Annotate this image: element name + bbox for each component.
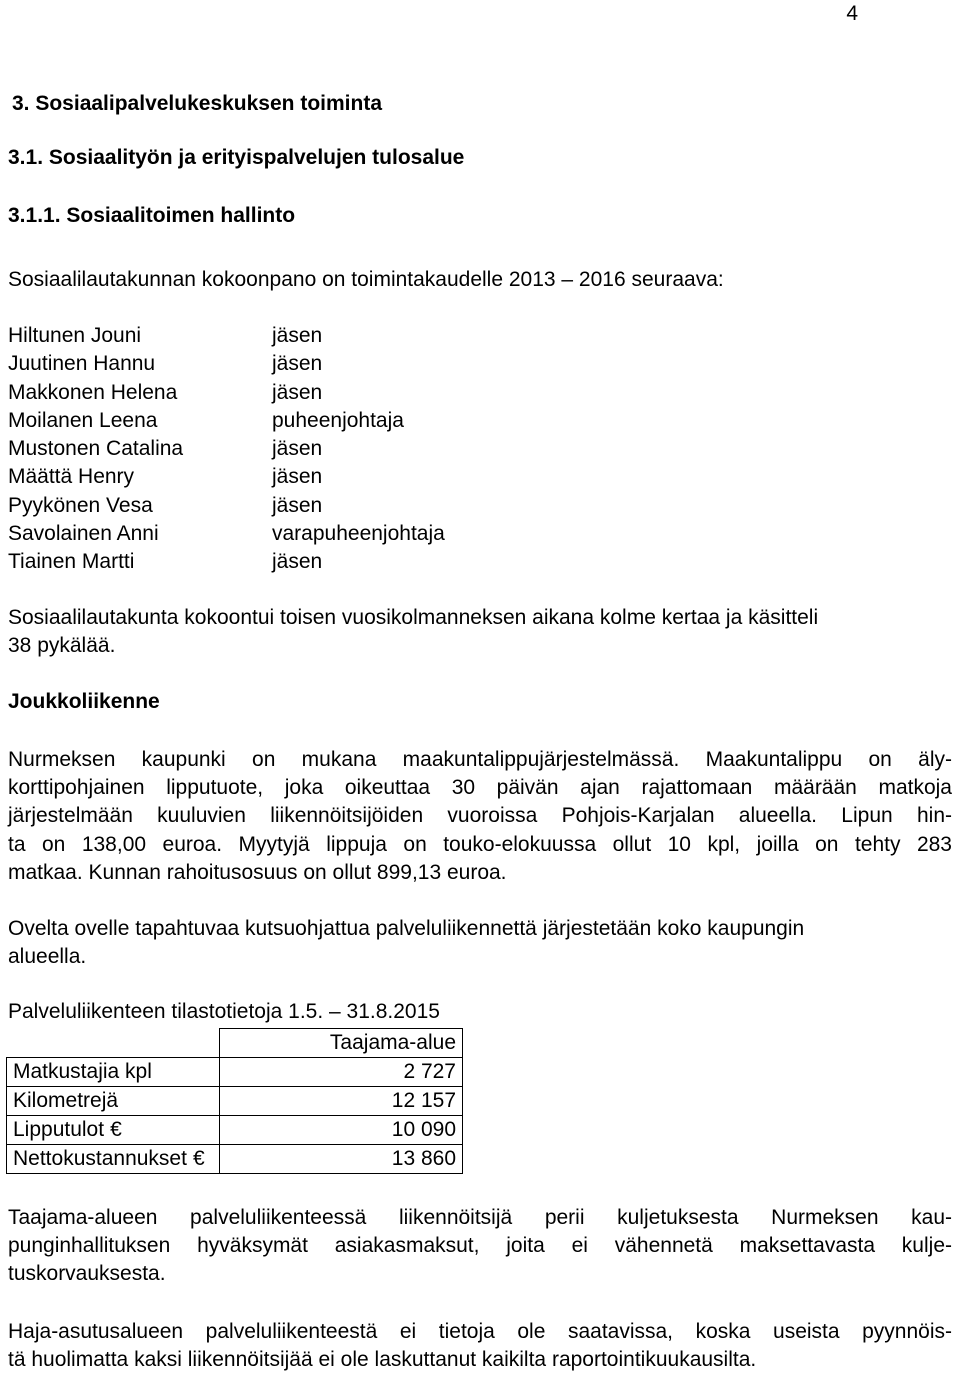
member-row [8, 492, 445, 520]
member-role: jäsen [272, 324, 323, 347]
stats-title: Palveluliikenteen tilastotietoja 1.5. – 31.8.2015 [8, 1000, 440, 1023]
row-label-text: Lipputulot [13, 1118, 105, 1141]
table-row-label [7, 1116, 220, 1145]
table-cell-value: 12 157 [220, 1087, 463, 1116]
paragraph-line: punginhallituksen hyväksymät asiakasmaksut, joita ei vähennetä maksettavasta kulje- [8, 1234, 952, 1258]
paragraph-line: alueella. [8, 945, 87, 969]
table-cell-value: 2 727 [220, 1058, 463, 1087]
rural-paragraph [8, 1318, 952, 1374]
row-label-text: Kilometrejä [13, 1089, 119, 1112]
table-row-label [7, 1145, 220, 1174]
meeting-paragraph [8, 604, 952, 660]
table-cell-value: 10 090 [220, 1116, 463, 1145]
row-label-text: Nettokustannukset [13, 1147, 187, 1170]
page-number: 4 [846, 2, 858, 25]
paragraph-line: ta on 138,00 euroa. Myytyjä lippuja on touko-elokuussa ollut 10 kpl, joilla on tehty 283 [8, 832, 952, 856]
member-row [8, 463, 445, 491]
member-role: jäsen [272, 493, 323, 517]
member-row [8, 322, 445, 350]
board-member-list [8, 322, 445, 577]
section-title-transport: Joukkoliikenne [8, 690, 160, 713]
table-header-blank [7, 1029, 220, 1058]
heading-section-3: 3. Sosiaalipalvelukeskuksen toiminta [12, 92, 382, 115]
paragraph-line: tuskorvauksesta. [8, 1262, 166, 1286]
member-role: jäsen [272, 380, 323, 404]
currency-symbol: € [110, 1118, 122, 1141]
member-role: varapuheenjohtaja [272, 522, 445, 546]
table-column-header: Taajama-alue [220, 1029, 463, 1058]
member-role: jäsen [272, 465, 323, 489]
paragraph-line: Nurmeksen kaupunki on mukana maakuntalippujärjestelmässä. Maakuntalippu on äly- [8, 748, 952, 771]
member-name: Mustonen Catalina [8, 437, 184, 461]
member-role: jäsen [272, 437, 323, 461]
heading-section-3-1-1: 3.1.1. Sosiaalitoimen hallinto [8, 204, 296, 227]
paragraph-line: Sosiaalilautakunta kokoontui toisen vuosikolmanneksen aikana kolme kertaa ja käsitteli [8, 606, 819, 629]
table-row [7, 1145, 463, 1174]
member-name: Juutinen Hannu [8, 352, 156, 376]
paragraph-line: matkaa. Kunnan rahoitusosuus on ollut 899,13 euroa. [8, 860, 507, 884]
member-row [8, 379, 445, 407]
member-role: puheenjohtaja [272, 408, 404, 432]
board-composition-intro: Sosiaalilautakunnan kokoonpano on toimintakaudelle 2013 – 2016 seuraava: [8, 268, 724, 291]
member-role: jäsen [272, 352, 323, 376]
table-cell-value: 13 860 [220, 1145, 463, 1174]
table-row [7, 1116, 463, 1145]
table-row [7, 1058, 463, 1087]
member-row [8, 435, 445, 463]
member-name: Pyykönen Vesa [8, 493, 153, 517]
member-name: Hiltunen Jouni [8, 324, 142, 347]
member-role: jäsen [272, 550, 323, 574]
table-row-label [7, 1087, 220, 1116]
member-name: Moilanen Leena [8, 408, 158, 432]
paragraph-line: Haja-asutusalueen palveluliikenteestä ei tietoja ole saatavissa, koska useista pyynnöis- [8, 1320, 952, 1343]
paragraph-line: korttipohjainen lipputuote, joka oikeuttaa 30 päivän ajan rajattomaan määrään matkoja [8, 776, 952, 800]
urban-paragraph [8, 1204, 952, 1289]
member-row [8, 520, 445, 548]
paragraph-line: Ovelta ovelle tapahtuvaa kutsuohjattua palveluliikennettä järjestetään koko kaupungin [8, 917, 805, 940]
paragraph-line: tä huolimatta kaksi liikennöitsijää ei ole laskuttanut kaikilta raportointikuukausilta. [8, 1348, 757, 1372]
member-row [8, 548, 445, 576]
member-name: Makkonen Helena [8, 380, 178, 404]
table-row [7, 1087, 463, 1116]
paragraph-line: järjestelmään kuuluvien liikennöitsijöiden vuoroissa Pohjois-Karjalan alueella. Lipun hin- [8, 804, 952, 828]
member-row [8, 407, 445, 435]
transport-paragraph [8, 746, 952, 887]
row-label-text: Matkustajia kpl [13, 1060, 152, 1083]
member-name: Tiainen Martti [8, 550, 135, 574]
stats-table [6, 1028, 463, 1174]
member-name: Määttä Henry [8, 465, 135, 489]
paragraph-line: Taajama-alueen palveluliikenteessä liikennöitsijä perii kuljetuksesta Nurmeksen kau- [8, 1206, 952, 1229]
currency-symbol: € [192, 1147, 205, 1170]
table-header-row [7, 1029, 463, 1058]
paragraph-line: 38 pykälää. [8, 634, 116, 658]
heading-section-3-1: 3.1. Sosiaalityön ja erityispalvelujen tulosalue [8, 146, 465, 169]
door-service-paragraph [8, 915, 952, 971]
member-row [8, 350, 445, 378]
member-name: Savolainen Anni [8, 522, 159, 546]
table-row-label [7, 1058, 220, 1087]
